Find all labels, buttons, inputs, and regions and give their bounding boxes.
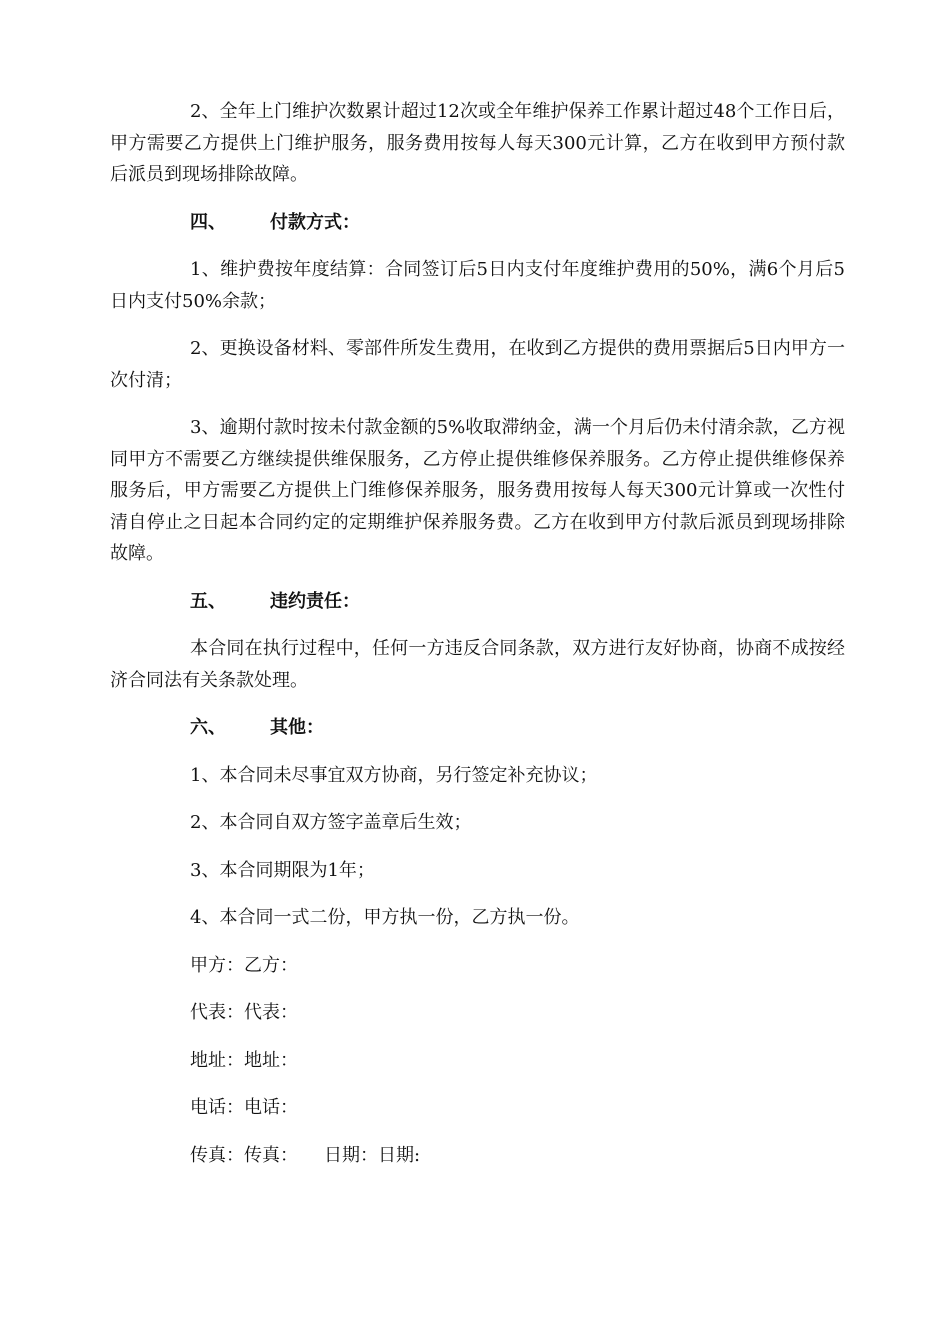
phone-labels: 电话：电话：: [190, 1097, 298, 1118]
signature-phone-line: [110, 1092, 845, 1124]
section-6-heading: [110, 712, 845, 744]
payment-clause-1: 1、维护费按年度结算：合同签订后5日内支付年度维护费用的50%，满6个月后5日内支付50%余款；: [110, 259, 845, 312]
address-labels: 地址：地址：: [190, 1049, 298, 1071]
other-clause-2: 2、本合同自双方签字盖章后生效；: [190, 812, 472, 833]
other-clause-4: 4、本合同一式二份，甲方执一份，乙方执一份。: [190, 907, 580, 928]
other-clause-1: 1、本合同未尽事宜双方协商，另行签定补充协议；: [190, 764, 598, 786]
section-4-heading: [110, 207, 845, 239]
payment-clause-2: 2、更换设备材料、零部件所发生费用，在收到乙方提供的费用票据后5日内甲方一次付清；: [110, 338, 845, 391]
representative-labels: 代表：代表：: [190, 1002, 298, 1023]
signature-address-line: [110, 1045, 845, 1077]
section-6-number: 六、: [190, 717, 226, 738]
maintenance-clause-2: 2、全年上门维护次数累计超过12次或全年维护保养工作累计超过48个工作日后，甲方需要乙方提供上门维护服务，服务费用按每人每天300元计算，乙方在收到甲方预付款后派员到现场排除故障。: [110, 101, 845, 185]
section-5-number: 五、: [190, 590, 226, 612]
contract-body: [110, 96, 845, 1187]
other-clause-3: 3、本合同期限为1年；: [190, 859, 375, 881]
section-4-title: 付款方式：: [270, 211, 360, 233]
signature-representative-line: [110, 997, 845, 1029]
date-labels: 日期：日期:: [324, 1144, 421, 1166]
section-5-title: 违约责任：: [270, 590, 360, 612]
section-6-title: 其他：: [270, 717, 324, 738]
signature-party-line: [110, 950, 845, 982]
fax-labels: 传真：传真：: [190, 1144, 298, 1166]
liability-clause: 本合同在执行过程中，任何一方违反合同条款，双方进行友好协商，协商不成按经济合同法有关条款处理。: [110, 638, 845, 691]
section-5-heading: [110, 586, 845, 618]
signature-fax-date-line: [110, 1140, 845, 1172]
party-labels: 甲方：乙方：: [190, 954, 298, 976]
payment-clause-3: 3、逾期付款时按未付款金额的5%收取滞纳金，满一个月后仍未付清余款，乙方视同甲方不需要乙方继续提供维保服务，乙方停止提供维修保养服务。乙方停止提供维修保养服务后，甲方需要乙方提供上门维修保养服务，服务费用按每人每天300元计算或一次性付清自停止之日起本合同约定的定期维护保养服务费。乙方在收到甲方付款后派员到现场排除故障。: [110, 417, 845, 564]
section-4-number: 四、: [190, 211, 226, 233]
